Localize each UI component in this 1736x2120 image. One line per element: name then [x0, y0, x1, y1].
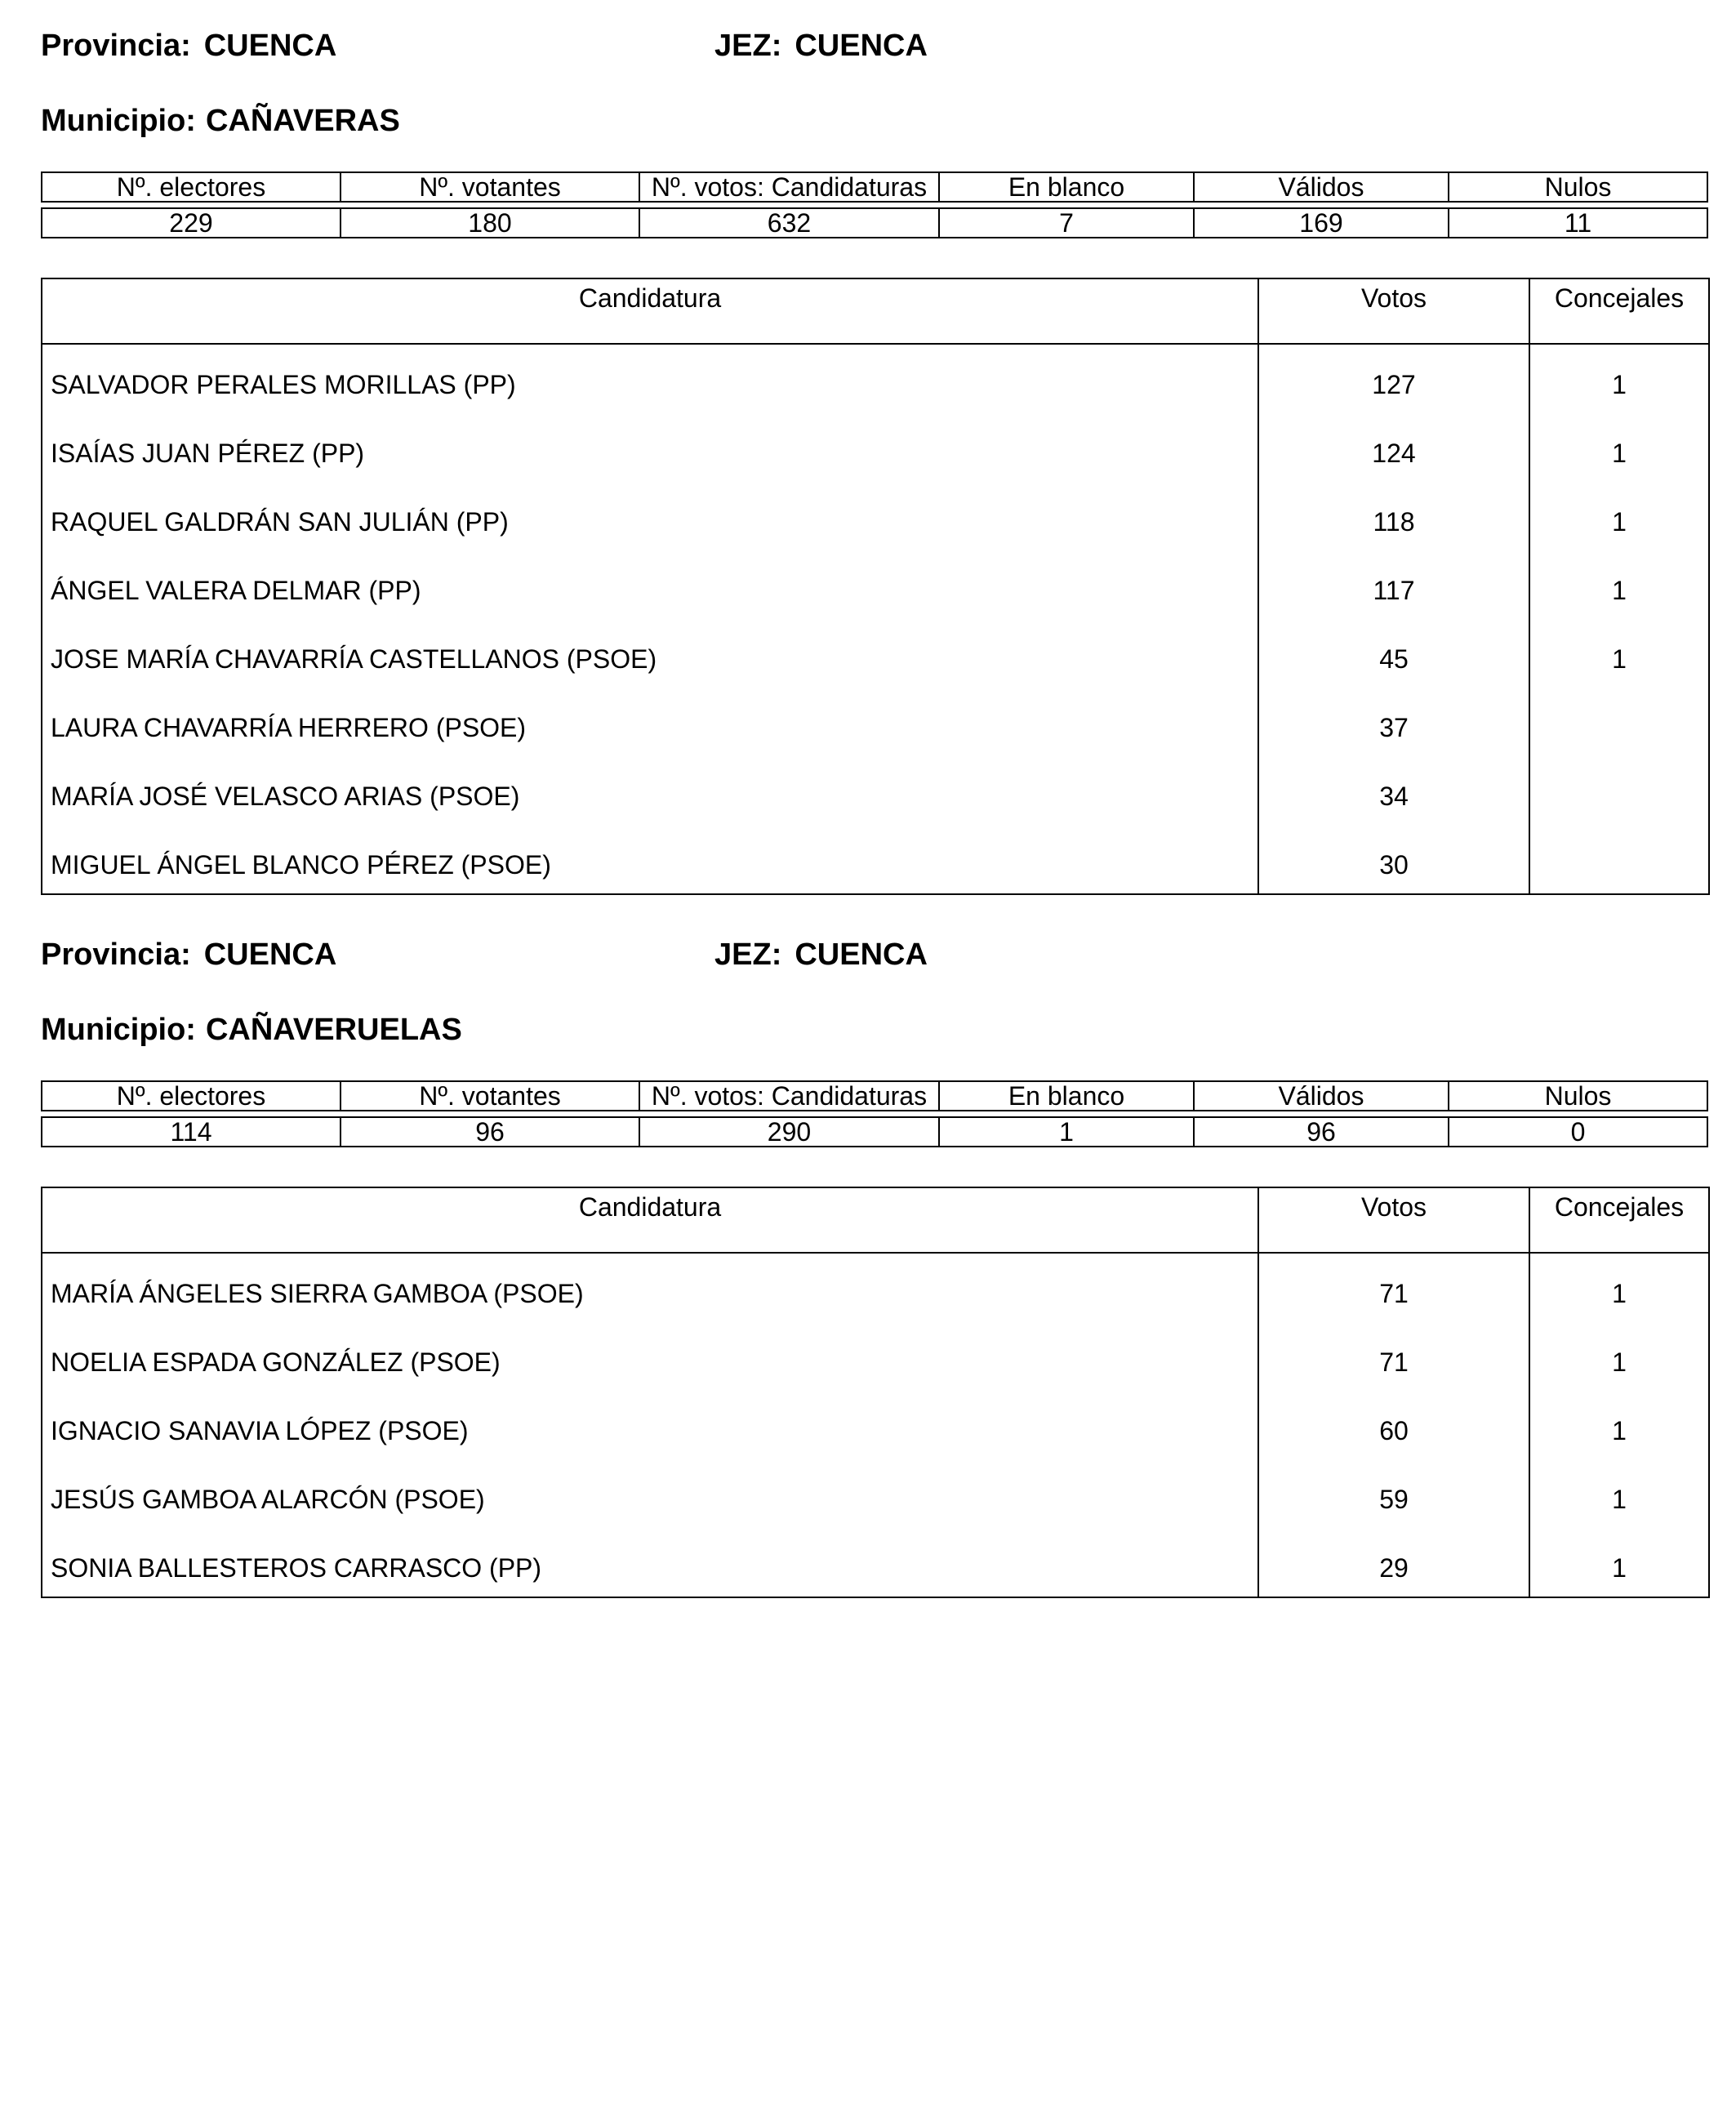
votos-header: Votos [1360, 283, 1427, 313]
jez-value: CUENCA [795, 938, 928, 972]
candidate-concejales: 1 [1612, 1279, 1627, 1308]
municipio-value: CAÑAVERUELAS [205, 1013, 462, 1047]
candidate-votes: 45 [1379, 644, 1409, 674]
candidate-votes: 127 [1372, 370, 1416, 399]
summary-header-cell: Nº. electores [42, 172, 341, 202]
candidate-name: MARÍA ÁNGELES SIERRA GAMBOA (PSOE) [51, 1279, 584, 1308]
summary-header-cell: Nº. votantes [341, 1081, 639, 1111]
candidate-votes: 71 [1379, 1347, 1409, 1377]
candidate-row [42, 619, 1708, 688]
candidate-name: SALVADOR PERALES MORILLAS (PP) [51, 370, 516, 399]
candidate-concejales: 1 [1612, 1553, 1627, 1583]
provincia-value: CUENCA [203, 29, 337, 63]
summary-values-row [42, 1117, 1707, 1147]
candidate-name: IGNACIO SANAVIA LÓPEZ (PSOE) [51, 1416, 469, 1445]
candidate-concejales: 1 [1612, 439, 1627, 468]
candidate-name: SONIA BALLESTEROS CARRASCO (PP) [51, 1553, 542, 1583]
votos-header: Votos [1360, 1192, 1427, 1222]
candidate-row [42, 1322, 1708, 1391]
summary-table [41, 171, 1708, 238]
summary-header-cell: Nº. votantes [341, 172, 639, 202]
summary-header-cell: Válidos [1194, 172, 1449, 202]
results-body [42, 345, 1708, 893]
jez-label: JEZ: [714, 29, 782, 63]
summary-value-cell: 632 [639, 208, 939, 238]
candidatura-header: Candidatura [578, 283, 722, 313]
provincia-label: Provincia: [41, 29, 191, 63]
summary-header-row [42, 172, 1707, 202]
municipality-section [0, 909, 1736, 1815]
candidate-votes: 118 [1373, 507, 1415, 537]
results-header-row [42, 1188, 1708, 1254]
municipio-heading [41, 103, 400, 139]
summary-header-cell: Nº. electores [42, 1081, 341, 1111]
summary-header-cell: En blanco [939, 172, 1194, 202]
candidate-row [42, 1528, 1708, 1597]
municipio-heading [41, 1012, 462, 1048]
jez-value: CUENCA [795, 29, 928, 63]
candidate-votes: 59 [1379, 1485, 1409, 1514]
municipality-section [0, 0, 1736, 906]
candidate-name: MARÍA JOSÉ VELASCO ARIAS (PSOE) [51, 782, 520, 811]
candidate-votes: 29 [1379, 1553, 1409, 1583]
jez-label: JEZ: [714, 938, 782, 972]
provincia-label: Provincia: [41, 938, 191, 972]
candidate-name: NOELIA ESPADA GONZÁLEZ (PSOE) [51, 1347, 501, 1377]
summary-value-cell: 7 [939, 208, 1194, 238]
summary-header-cell: En blanco [939, 1081, 1194, 1111]
provincia-value: CUENCA [203, 938, 337, 972]
summary-header-cell: Nº. votos: Candidaturas [639, 1081, 939, 1111]
candidate-row [42, 756, 1708, 825]
summary-header-cell: Nº. votos: Candidaturas [639, 172, 939, 202]
municipio-value: CAÑAVERAS [205, 104, 400, 138]
summary-header-cell: Nulos [1449, 172, 1707, 202]
summary-header-row [42, 1081, 1707, 1111]
candidate-row [42, 550, 1708, 619]
candidate-name: ISAÍAS JUAN PÉREZ (PP) [51, 439, 365, 468]
candidate-votes: 34 [1379, 782, 1409, 811]
summary-value-cell: 96 [341, 1117, 639, 1147]
candidate-name: JOSE MARÍA CHAVARRÍA CASTELLANOS (PSOE) [51, 644, 657, 674]
results-body [42, 1254, 1708, 1597]
candidate-row [42, 345, 1708, 413]
candidate-row [42, 825, 1708, 893]
candidate-concejales: 1 [1612, 1416, 1627, 1445]
summary-value-cell: 11 [1449, 208, 1707, 238]
summary-value-cell: 96 [1194, 1117, 1449, 1147]
results-header-row [42, 279, 1708, 345]
provincia-heading [41, 937, 336, 973]
candidate-votes: 71 [1379, 1279, 1409, 1308]
candidate-row [42, 1254, 1708, 1322]
candidate-name: JESÚS GAMBOA ALARCÓN (PSOE) [51, 1485, 485, 1514]
candidate-row [42, 1459, 1708, 1528]
municipio-label: Municipio: [41, 1013, 196, 1047]
candidate-concejales: 1 [1612, 370, 1627, 399]
candidate-row [42, 688, 1708, 756]
summary-value-cell: 229 [42, 208, 341, 238]
municipio-label: Municipio: [41, 104, 196, 138]
candidate-name: ÁNGEL VALERA DELMAR (PP) [51, 576, 421, 605]
summary-header-cell: Nulos [1449, 1081, 1707, 1111]
candidate-votes: 37 [1379, 713, 1409, 742]
summary-value-cell: 169 [1194, 208, 1449, 238]
candidate-concejales: 1 [1612, 576, 1627, 605]
summary-values-row [42, 208, 1707, 238]
concejales-header: Concejales [1554, 1192, 1685, 1222]
candidate-name: LAURA CHAVARRÍA HERRERO (PSOE) [51, 713, 527, 742]
summary-header-cell: Válidos [1194, 1081, 1449, 1111]
candidate-row [42, 1391, 1708, 1459]
candidate-row [42, 413, 1708, 482]
candidate-votes: 117 [1373, 576, 1415, 605]
summary-table [41, 1080, 1708, 1147]
summary-value-cell: 114 [42, 1117, 341, 1147]
candidatura-header: Candidatura [578, 1192, 722, 1222]
candidate-votes: 30 [1379, 850, 1409, 880]
candidate-concejales: 1 [1612, 507, 1627, 537]
results-table [41, 278, 1710, 895]
results-table [41, 1187, 1710, 1598]
candidate-votes: 60 [1379, 1416, 1409, 1445]
concejales-header: Concejales [1554, 283, 1685, 313]
candidate-concejales: 1 [1612, 644, 1627, 674]
jez-heading [714, 937, 928, 973]
candidate-name: RAQUEL GALDRÁN SAN JULIÁN (PP) [51, 507, 509, 537]
candidate-concejales: 1 [1612, 1485, 1627, 1514]
candidate-row [42, 482, 1708, 550]
candidate-concejales: 1 [1612, 1347, 1627, 1377]
candidate-name: MIGUEL ÁNGEL BLANCO PÉREZ (PSOE) [51, 850, 551, 880]
summary-value-cell: 1 [939, 1117, 1194, 1147]
summary-value-cell: 0 [1449, 1117, 1707, 1147]
jez-heading [714, 28, 928, 64]
summary-value-cell: 180 [341, 208, 639, 238]
candidate-votes: 124 [1372, 439, 1416, 468]
provincia-heading [41, 28, 336, 64]
summary-value-cell: 290 [639, 1117, 939, 1147]
